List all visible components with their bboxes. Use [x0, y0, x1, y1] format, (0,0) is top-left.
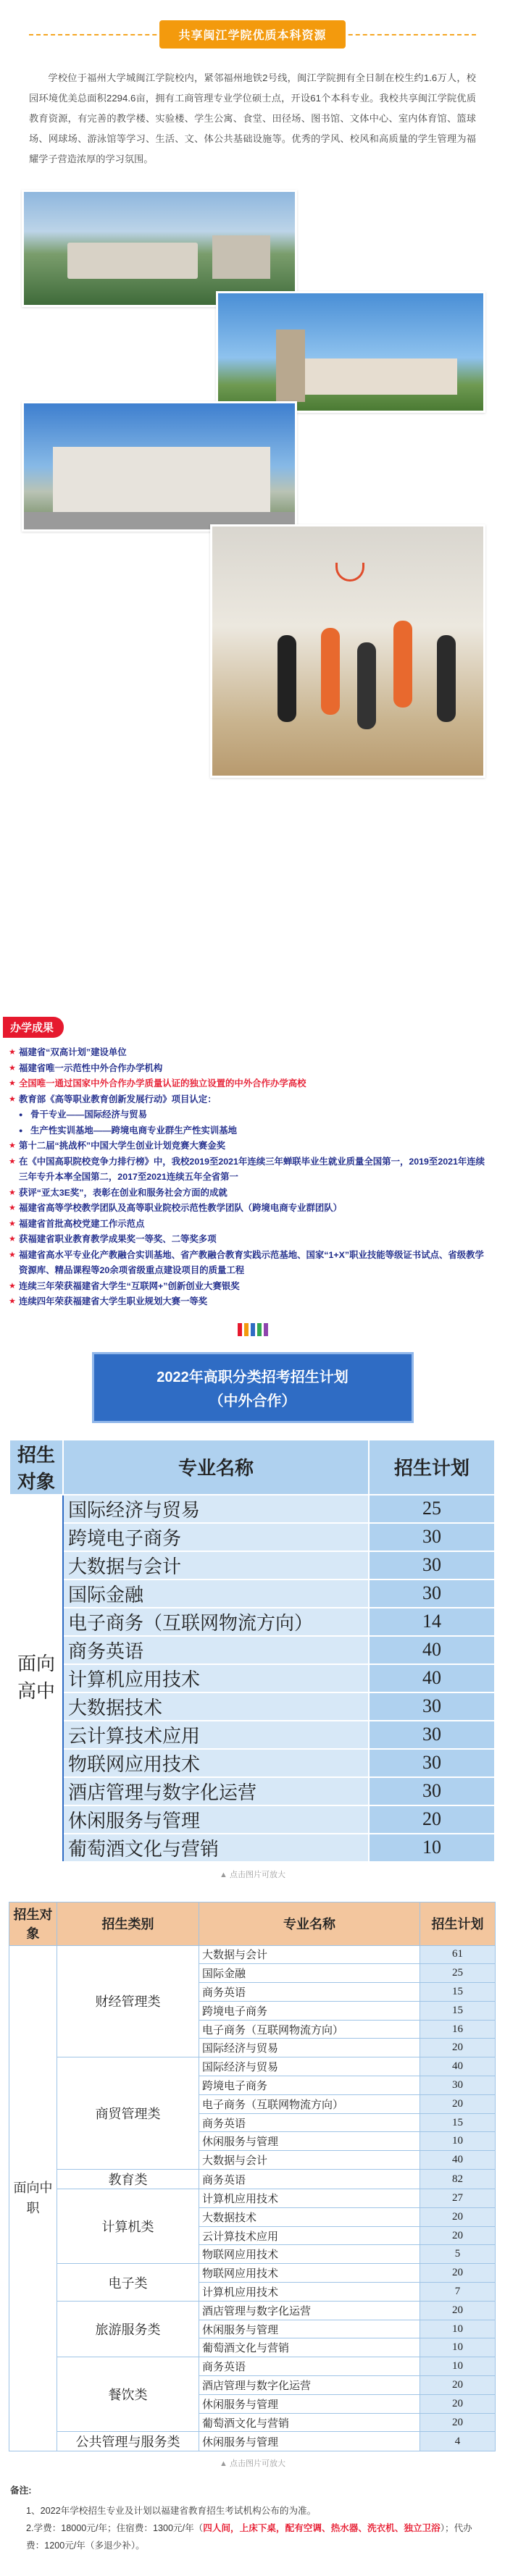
- table2-plan-cell: 15: [420, 1983, 496, 2002]
- remarks-line-2-highlight: 四人间，上床下桌，配有空调、热水器、洗衣机、独立卫浴: [203, 2523, 441, 2534]
- table1-plan-cell: 10: [369, 1834, 495, 1862]
- table2-plan-cell: 20: [420, 2264, 496, 2283]
- table1-plan-cell: 40: [369, 1664, 495, 1692]
- table2-header-plan: 招生计划: [420, 1902, 496, 1945]
- table1-major-cell: 酒店管理与数字化运营: [63, 1777, 369, 1805]
- achievement-item: ★ 福建省唯一示范性中外合作办学机构: [10, 1061, 489, 1077]
- remarks-line-2: [10, 2520, 489, 2554]
- table2-major-cell: 物联网应用技术: [199, 2264, 420, 2283]
- campus-photo-tower[interactable]: [216, 291, 485, 413]
- table2-plan-cell: 20: [420, 2301, 496, 2320]
- table2-major-cell: 商务英语: [199, 1983, 420, 2002]
- table1-subtitle: （中外合作）: [209, 1393, 296, 1409]
- table2-header-target: 招生对象: [9, 1902, 57, 1945]
- table1-plan-cell: 40: [369, 1636, 495, 1664]
- table2-major-cell: 葡萄酒文化与营销: [199, 2413, 420, 2432]
- table1-major-cell: 云计算技术应用: [63, 1721, 369, 1749]
- table1-group-cell: 面向高中: [9, 1495, 63, 1862]
- table2-major-cell: 葡萄酒文化与营销: [199, 2338, 420, 2357]
- table2-plan-cell: 16: [420, 2020, 496, 2039]
- table1-plan-cell: 20: [369, 1805, 495, 1834]
- table2-major-cell: 商务英语: [199, 2170, 420, 2189]
- intro-paragraph: 学校位于福州大学城闽江学院校内，紧邻福州地铁2号线，闽江学院拥有全日制在校生约1.6万人，校园环境优美总面积2294.6亩，拥有工商管理专业学位硕士点，开设61个本科专业。我校共享闽江学院优质教育资源，有完善的教学楼、实验楼、学生公寓、食堂、田径场、图书馆、文体中心、室内体育馆、篮球场、网球场、游泳馆等学习、生活、文、体公共基础设施等。优秀的学风、校风和高质量的学生管理为福耀学子营造浓厚的学习氛围。: [29, 72, 476, 164]
- section-header: [0, 10, 505, 58]
- table1-plan-cell: 30: [369, 1777, 495, 1805]
- table2-category-cell: 教育类: [57, 2170, 199, 2189]
- remarks-line-1: 1、2022年学校招生专业及计划以福建省教育招生考试机构公布的为准。: [26, 2506, 317, 2517]
- remarks-line-2-a: 2.学费：18000元/年；住宿费：1300元/年（: [26, 2523, 204, 2534]
- table2-row: [9, 2189, 496, 2208]
- table1-title-box: [92, 1352, 414, 1423]
- table1-row: [9, 1608, 495, 1636]
- remarks-line-2-b: ）；代办费：1200元/年（多退少补）。: [26, 2523, 472, 2551]
- table1-major-cell: 国际金融: [63, 1579, 369, 1608]
- campus-photo-aerial[interactable]: [22, 190, 297, 307]
- table2-plan-cell: 20: [420, 2207, 496, 2226]
- table2-major-cell: 电子商务（互联网物流方向）: [199, 2094, 420, 2113]
- table2-major-cell: 国际经济与贸易: [199, 2039, 420, 2057]
- achievement-item: ★ 福建省高水平专业化产教融合实训基地、省产教融合教育实践示范基地、国家“1+X”职业技能等级证书试点、省级教学资源库、精品课程等20余项省级重点建设项目的质量工程: [10, 1248, 489, 1279]
- table2-plan-cell: 61: [420, 1945, 496, 1964]
- achievement-item: ★ 福建省高等学校教学团队及高等职业院校示范性教学团队（跨境电商专业群团队）: [10, 1201, 489, 1217]
- achievement-item: ● 生产性实训基地——跨境电商专业群生产性实训基地: [10, 1123, 489, 1139]
- table2-row: [9, 2264, 496, 2283]
- table2-plan-cell: 82: [420, 2170, 496, 2189]
- achievement-item: ★ 全国唯一通过国家中外合作办学质量认证的独立设置的中外合作办学高校: [10, 1076, 489, 1092]
- table1-row: [9, 1805, 495, 1834]
- table2-major-cell: 云计算技术应用: [199, 2226, 420, 2245]
- table1-plan-cell: 30: [369, 1692, 495, 1721]
- table2-plan-cell: 5: [420, 2245, 496, 2264]
- table2-plan-cell: 7: [420, 2283, 496, 2302]
- campus-photo-buildings[interactable]: [22, 401, 297, 532]
- table2-major-cell: 休闲服务与管理: [199, 2320, 420, 2338]
- achievement-item: ★ 第十二届“挑战杯”中国大学生创业计划竞赛大赛金奖: [10, 1138, 489, 1154]
- table1-major-cell: 大数据技术: [63, 1692, 369, 1721]
- table2-row: [9, 2301, 496, 2320]
- achievement-item: ★ 教育部《高等职业教育创新发展行动》项目认定：: [10, 1092, 489, 1108]
- table2-note: ▲ 点击图片可放大: [220, 2459, 285, 2469]
- table2-row: [9, 2357, 496, 2376]
- achievements-list: [3, 1045, 505, 1310]
- table2-plan-cell: 20: [420, 2413, 496, 2432]
- basketball-photo[interactable]: [210, 524, 485, 778]
- table2-plan-cell: 40: [420, 2057, 496, 2076]
- table1-major-cell: 商务英语: [63, 1636, 369, 1664]
- table1-row: [9, 1579, 495, 1608]
- table2-major-cell: 国际金融: [199, 1964, 420, 1983]
- table2-major-cell: 物联网应用技术: [199, 2245, 420, 2264]
- table1-header-major: 专业名称: [63, 1440, 369, 1495]
- table1-row: [9, 1834, 495, 1862]
- achievement-item: ★ 获评“亚太3E奖”，表彰在创业和服务社会方面的成就: [10, 1186, 489, 1201]
- achievement-item: ★ 获福建省职业教育教学成果奖一等奖、二等奖多项: [10, 1232, 489, 1248]
- table1-row: [9, 1749, 495, 1777]
- table2-major-cell: 商务英语: [199, 2113, 420, 2132]
- achievement-item: ★ 连续四年荣获福建省大学生职业规划大赛一等奖: [10, 1294, 489, 1310]
- table2-header-major: 专业名称: [199, 1902, 420, 1945]
- table1-plan-cell: 14: [369, 1608, 495, 1636]
- table1-plan-cell: 30: [369, 1721, 495, 1749]
- table1-note: ▲ 点击图片可放大: [220, 1870, 285, 1879]
- table2-category-cell: 计算机类: [57, 2189, 199, 2264]
- table2-plan-cell: 20: [420, 2376, 496, 2395]
- table2-plan-cell: 10: [420, 2338, 496, 2357]
- table2-group-cell: 面向中职: [9, 1945, 57, 2451]
- table2-plan-cell: 30: [420, 2076, 496, 2095]
- table1-major-cell: 大数据与会计: [63, 1551, 369, 1579]
- table2-category-cell: 餐饮类: [57, 2357, 199, 2432]
- table2-plan-cell: 20: [420, 2094, 496, 2113]
- table1-header-target: 招生对象: [9, 1440, 63, 1495]
- table1-plan-cell: 30: [369, 1749, 495, 1777]
- table2-category-cell: 财经管理类: [57, 1945, 199, 2057]
- table1-title: 2022年高职分类招考招生计划: [156, 1369, 349, 1385]
- table1-major-cell: 葡萄酒文化与营销: [63, 1834, 369, 1862]
- remarks-section: [0, 2469, 505, 2576]
- table2-enrollment-plan: [9, 1902, 496, 2452]
- table1-major-cell: 物联网应用技术: [63, 1749, 369, 1777]
- table2-plan-cell: 20: [420, 2226, 496, 2245]
- table2-major-cell: 计算机应用技术: [199, 2189, 420, 2208]
- table2-category-cell: 公共管理与服务类: [57, 2432, 199, 2451]
- table2-plan-cell: 15: [420, 2113, 496, 2132]
- table2-major-cell: 酒店管理与数字化运营: [199, 2376, 420, 2395]
- decorative-colorbar: [0, 1323, 505, 1336]
- achievements-tag: 办学成果: [3, 1017, 64, 1038]
- table1-row: [9, 1777, 495, 1805]
- table2-major-cell: 休闲服务与管理: [199, 2432, 420, 2451]
- table1-row: [9, 1551, 495, 1579]
- page: [0, 10, 505, 2576]
- table2-row: [9, 2057, 496, 2076]
- table2-category-cell: 电子类: [57, 2264, 199, 2302]
- table2-major-cell: 跨境电子商务: [199, 2076, 420, 2095]
- table2-major-cell: 大数据与会计: [199, 1945, 420, 1964]
- table1-row: [9, 1523, 495, 1551]
- table2-category-cell: 旅游服务类: [57, 2301, 199, 2357]
- table1-plan-cell: 30: [369, 1551, 495, 1579]
- table1-major-cell: 电子商务（互联网物流方向）: [63, 1608, 369, 1636]
- table2-plan-cell: 10: [420, 2132, 496, 2151]
- table1-row: [9, 1692, 495, 1721]
- table2-plan-cell: 10: [420, 2320, 496, 2338]
- table1-major-cell: 国际经济与贸易: [63, 1495, 369, 1523]
- table1-row: [9, 1664, 495, 1692]
- table1-major-cell: 休闲服务与管理: [63, 1805, 369, 1834]
- table2-major-cell: 酒店管理与数字化运营: [199, 2301, 420, 2320]
- table2-major-cell: 计算机应用技术: [199, 2283, 420, 2302]
- table2-major-cell: 休闲服务与管理: [199, 2394, 420, 2413]
- table2-major-cell: 休闲服务与管理: [199, 2132, 420, 2151]
- table2-plan-cell: 10: [420, 2357, 496, 2376]
- table1-plan-cell: 25: [369, 1495, 495, 1523]
- table2-plan-cell: 20: [420, 2039, 496, 2057]
- achievements-section: [0, 1017, 505, 1310]
- table1-row: [9, 1495, 495, 1523]
- table2-plan-cell: 4: [420, 2432, 496, 2451]
- table2-major-cell: 国际经济与贸易: [199, 2057, 420, 2076]
- table2-category-cell: 商贸管理类: [57, 2057, 199, 2170]
- achievement-item: ★ 福建省首批高校党建工作示范点: [10, 1217, 489, 1233]
- table2-plan-cell: 27: [420, 2189, 496, 2208]
- photo-collage: [0, 190, 505, 781]
- table2-major-cell: 跨境电子商务: [199, 2001, 420, 2020]
- section-title: 共享闽江学院优质本科资源: [159, 20, 345, 49]
- table2-plan-cell: 40: [420, 2151, 496, 2170]
- table2-plan-cell: 15: [420, 2001, 496, 2020]
- table2-plan-cell: 20: [420, 2394, 496, 2413]
- remarks-title: 备注:: [10, 2485, 32, 2496]
- table2-plan-cell: 25: [420, 1964, 496, 1983]
- table1-header-plan: 招生计划: [369, 1440, 495, 1495]
- table2-row: [9, 2170, 496, 2189]
- table2-major-cell: 大数据与会计: [199, 2151, 420, 2170]
- table2-row: [9, 2432, 496, 2451]
- achievement-item: ★ 在《中国高职院校竞争力排行榜》中，我校2019至2021年连续三年蝉联毕业生就业质量全国第一，2019至2021年连续三年专升本率全国第二，2017至2021连续五年全省第一: [10, 1154, 489, 1186]
- table1-major-cell: 计算机应用技术: [63, 1664, 369, 1692]
- table2-major-cell: 商务英语: [199, 2357, 420, 2376]
- table1-major-cell: 跨境电子商务: [63, 1523, 369, 1551]
- achievement-item: ★ 福建省“双高计划”建设单位: [10, 1045, 489, 1061]
- table1-row: [9, 1636, 495, 1664]
- table2-major-cell: 大数据技术: [199, 2207, 420, 2226]
- table1-plan-cell: 30: [369, 1579, 495, 1608]
- table2-row: [9, 1945, 496, 1964]
- table2-major-cell: 电子商务（互联网物流方向）: [199, 2020, 420, 2039]
- table1-plan-cell: 30: [369, 1523, 495, 1551]
- table1-enrollment-plan: [9, 1439, 496, 1863]
- achievement-item: ★ 连续三年荣获福建省大学生“互联网+”创新创业大赛银奖: [10, 1279, 489, 1295]
- table1-row: [9, 1721, 495, 1749]
- achievement-item: ● 骨干专业——国际经济与贸易: [10, 1107, 489, 1123]
- table2-header-category: 招生类别: [57, 1902, 199, 1945]
